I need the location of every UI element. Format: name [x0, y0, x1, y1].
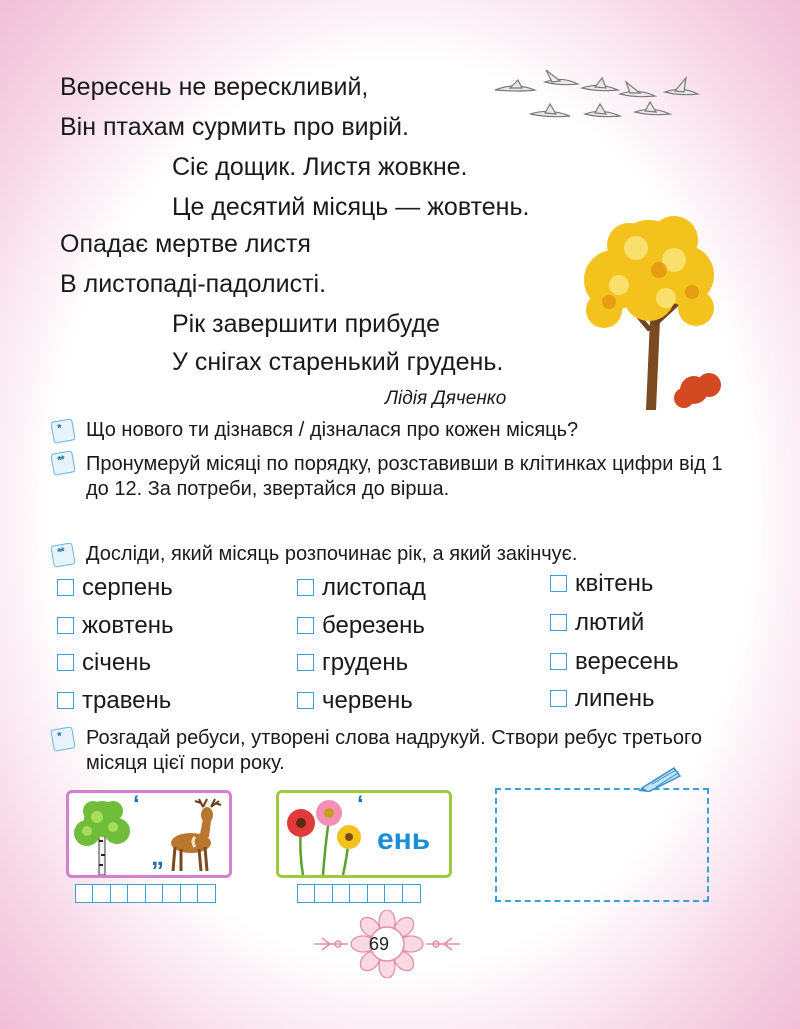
poem-line: Сіє дощик. Листя жовкне. [172, 153, 468, 181]
deer-icon [165, 797, 229, 875]
autumn-tree-illustration [574, 210, 724, 410]
month-checkbox[interactable] [550, 653, 567, 670]
answer-cell[interactable] [402, 884, 421, 903]
answer-cell[interactable] [384, 884, 403, 903]
rebus-comma-top: ‘ [357, 791, 364, 818]
pencil-icon [636, 764, 684, 792]
rebus-commas-bottom: „ [151, 841, 164, 871]
month-label: жовтень [82, 612, 174, 639]
task-4-text: Розгадай ребуси, утворені слова надрукуй. Створи ребус третього місяця цієї пори року. [86, 727, 702, 774]
task-difficulty-icon: ** [50, 450, 75, 475]
poem-line: В листопаді-падолисті. [60, 270, 327, 298]
month-label: серпень [82, 574, 173, 601]
month-label: листопад [322, 574, 426, 601]
task-2-text: Пронумеруй місяці по порядку, розставивши в клітинках цифри від 1 до 12. За потреби, звертайся до вірша. [86, 453, 723, 500]
poem-author: Лідія Дяченко [385, 388, 507, 409]
month-label: вересень [575, 648, 679, 675]
task-3-text: Досліди, який місяць розпочинає рік, а який закінчує. [86, 543, 578, 565]
task-difficulty-icon: ** [50, 542, 75, 567]
month-label: березень [322, 612, 425, 639]
month-checkbox[interactable] [297, 579, 314, 596]
answer-cell[interactable] [297, 884, 316, 903]
answer-cell[interactable] [75, 884, 94, 903]
rebus-drawing-area[interactable] [495, 788, 709, 902]
month-checkbox[interactable] [57, 692, 74, 709]
answer-cell[interactable] [162, 884, 181, 903]
month-checkbox[interactable] [57, 654, 74, 671]
birch-tree-icon [73, 797, 131, 875]
answer-cell[interactable] [332, 884, 351, 903]
answer-cell[interactable] [349, 884, 368, 903]
answer-cell[interactable] [110, 884, 129, 903]
rebus-card-1 [66, 790, 232, 878]
answer-cell[interactable] [92, 884, 111, 903]
month-checkbox[interactable] [550, 575, 567, 592]
poem-line: Вересень не верескливий, [60, 73, 369, 101]
month-checkbox[interactable] [297, 654, 314, 671]
answer-cell[interactable] [367, 884, 386, 903]
page-number: 69 [368, 934, 390, 954]
poem-line: Рік завершити прибуде [172, 310, 441, 338]
month-label: лютий [575, 609, 645, 636]
gerbera-flowers-icon [283, 797, 367, 877]
task-1-text: Що нового ти дізнався / дізналася про кожен місяць? [86, 419, 579, 441]
poem-line: Опадає мертве листя [60, 230, 311, 258]
month-checkbox[interactable] [550, 614, 567, 631]
rebus-card-2 [276, 790, 452, 878]
answer-cell[interactable] [180, 884, 199, 903]
month-label: квітень [575, 570, 654, 597]
answer-cell[interactable] [127, 884, 146, 903]
month-label: січень [82, 649, 151, 676]
month-label: грудень [322, 649, 409, 676]
answer-cells-1[interactable] [76, 884, 216, 903]
flying-cranes-illustration [490, 68, 710, 130]
poem-line: Він птахам сурмить про вирій. [60, 113, 409, 141]
answer-cells-2[interactable] [298, 884, 421, 903]
month-label: липень [575, 685, 655, 712]
month-checkbox[interactable] [297, 692, 314, 709]
month-checkbox[interactable] [57, 579, 74, 596]
poem-line: У снігах старенький грудень. [172, 348, 504, 376]
rebus-comma-top: ‘ [133, 791, 140, 818]
month-checkbox[interactable] [57, 617, 74, 634]
answer-cell[interactable] [314, 884, 333, 903]
answer-cell[interactable] [197, 884, 216, 903]
answer-cell[interactable] [145, 884, 164, 903]
task-difficulty-icon: * [50, 418, 75, 443]
month-label: червень [322, 687, 413, 714]
poem-line: Це десятий місяць — жовтень. [172, 193, 530, 221]
task-difficulty-icon: * [50, 726, 75, 751]
month-checkbox[interactable] [550, 690, 567, 707]
rebus-suffix-text: ень [377, 823, 431, 856]
month-label: травень [82, 687, 172, 714]
month-checkbox[interactable] [297, 617, 314, 634]
